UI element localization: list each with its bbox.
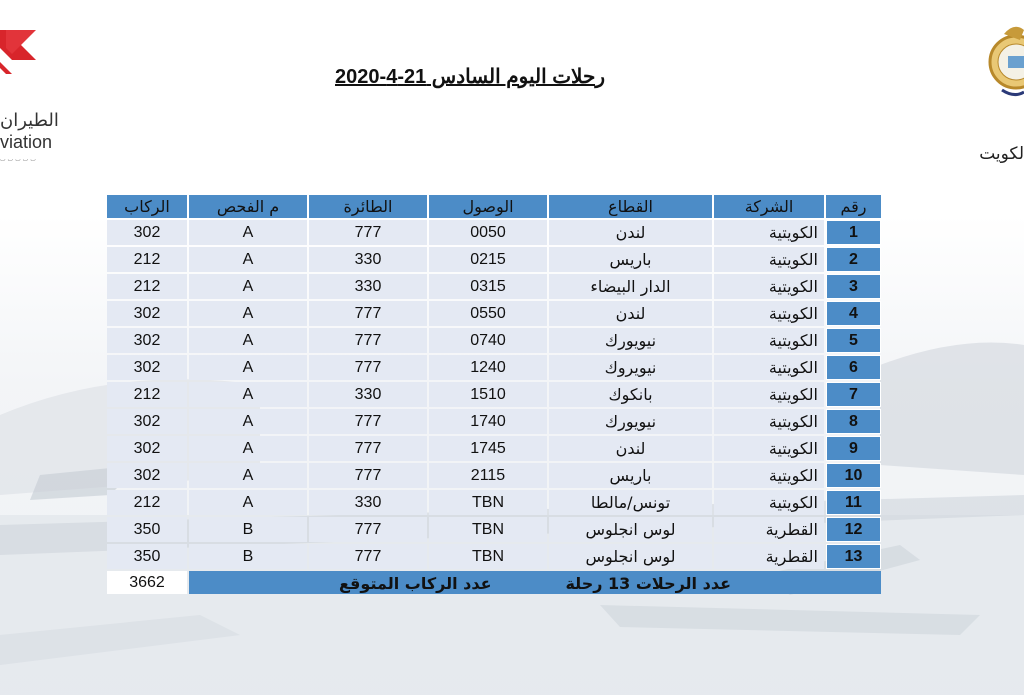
- cell-sector: تونس/مالطا: [549, 490, 712, 515]
- logo-english-text: viation: [0, 132, 53, 152]
- cell-arrival: 0050: [429, 220, 547, 245]
- table-row: [107, 274, 881, 299]
- table-row: [107, 328, 881, 353]
- cell-aircraft: 777: [309, 517, 427, 542]
- cell-sector: لوس انجلوس: [549, 517, 712, 542]
- cell-sector: باريس: [549, 247, 712, 272]
- cell-checkin: A: [189, 409, 307, 434]
- cell-num: 1: [826, 220, 881, 245]
- cell-company: الكويتية: [714, 490, 824, 515]
- cell-passengers: 302: [107, 301, 187, 326]
- cell-passengers: 212: [107, 490, 187, 515]
- header-num: رقم: [826, 195, 881, 218]
- cell-num: 4: [826, 301, 881, 326]
- header-aircraft: الطائرة: [309, 195, 427, 218]
- cell-arrival: TBN: [429, 517, 547, 542]
- cell-num: 3: [826, 274, 881, 299]
- civil-aviation-logo: [0, 20, 60, 163]
- cell-sector: نيويورك: [549, 328, 712, 353]
- cell-num: 2: [826, 247, 881, 272]
- cell-arrival: TBN: [429, 490, 547, 515]
- header-sector: القطاع: [549, 195, 712, 218]
- header-checkin: م الفحص: [189, 195, 307, 218]
- cell-aircraft: 777: [309, 409, 427, 434]
- header-arrival: الوصول: [429, 195, 547, 218]
- cell-aircraft: 777: [309, 355, 427, 380]
- cell-checkin: B: [189, 544, 307, 569]
- cell-aircraft: 330: [309, 490, 427, 515]
- cell-sector: بانكوك: [549, 382, 712, 407]
- cell-aircraft: 330: [309, 274, 427, 299]
- summary-row: [107, 571, 881, 594]
- cell-sector: باريس: [549, 463, 712, 488]
- cell-arrival: 2115: [429, 463, 547, 488]
- logo-arabic-text: الطيران: [0, 110, 59, 131]
- cell-aircraft: 330: [309, 382, 427, 407]
- cell-num: 8: [826, 409, 881, 434]
- cell-arrival: 1745: [429, 436, 547, 461]
- table-row: [107, 301, 881, 326]
- cell-num: 7: [826, 382, 881, 407]
- cell-sector: نيويروك: [549, 355, 712, 380]
- cell-arrival: 1740: [429, 409, 547, 434]
- cell-passengers: 212: [107, 247, 187, 272]
- cell-num: 12: [826, 517, 881, 542]
- cell-checkin: A: [189, 328, 307, 353]
- cell-passengers: 302: [107, 328, 187, 353]
- cell-aircraft: 330: [309, 247, 427, 272]
- cell-passengers: 350: [107, 544, 187, 569]
- expected-passengers-label: عدد الركاب المتوقع: [339, 574, 492, 593]
- cell-num: 13: [826, 544, 881, 569]
- header-company: الشركة: [714, 195, 824, 218]
- page-title: رحلات اليوم السادس 21-4-2020: [335, 66, 605, 88]
- total-passengers: 3662: [107, 571, 187, 594]
- cell-company: الكويتية: [714, 355, 824, 380]
- cell-num: 10: [826, 463, 881, 488]
- cell-arrival: 0215: [429, 247, 547, 272]
- cell-aircraft: 777: [309, 436, 427, 461]
- cell-num: 11: [826, 490, 881, 515]
- table-row: [107, 382, 881, 407]
- table-row: [107, 517, 881, 542]
- cell-passengers: 302: [107, 355, 187, 380]
- cell-aircraft: 777: [309, 463, 427, 488]
- cell-checkin: A: [189, 220, 307, 245]
- cell-num: 9: [826, 436, 881, 461]
- flights-count-label: عدد الرحلات 13 رحلة: [565, 574, 731, 593]
- cell-checkin: A: [189, 463, 307, 488]
- cell-aircraft: 777: [309, 328, 427, 353]
- cell-company: الكويتية: [714, 328, 824, 353]
- cell-sector: لندن: [549, 301, 712, 326]
- cell-checkin: B: [189, 517, 307, 542]
- table-row: [107, 463, 881, 488]
- cell-company: الكويتية: [714, 301, 824, 326]
- cell-passengers: 302: [107, 463, 187, 488]
- cell-passengers: 302: [107, 436, 187, 461]
- cell-sector: نيويورك: [549, 409, 712, 434]
- cell-sector: لندن: [549, 220, 712, 245]
- cell-aircraft: 777: [309, 301, 427, 326]
- cell-checkin: A: [189, 436, 307, 461]
- cell-aircraft: 777: [309, 544, 427, 569]
- cell-num: 6: [826, 355, 881, 380]
- cell-checkin: A: [189, 274, 307, 299]
- header-passengers: الركاب: [107, 195, 187, 218]
- logo-tagline: ٮ ٮ ٮ ٮ ٮ: [0, 156, 36, 163]
- table-row: [107, 355, 881, 380]
- cell-company: الكويتية: [714, 382, 824, 407]
- cell-passengers: 302: [107, 220, 187, 245]
- cell-arrival: 0315: [429, 274, 547, 299]
- cell-company: الكويتية: [714, 274, 824, 299]
- cell-checkin: A: [189, 355, 307, 380]
- cell-checkin: A: [189, 490, 307, 515]
- cell-company: الكويتية: [714, 220, 824, 245]
- table-header-row: [107, 195, 881, 218]
- cell-arrival: 1240: [429, 355, 547, 380]
- cell-company: الكويتية: [714, 409, 824, 434]
- cell-checkin: A: [189, 247, 307, 272]
- cell-company: الكويتية: [714, 436, 824, 461]
- cell-aircraft: 777: [309, 220, 427, 245]
- cell-arrival: TBN: [429, 544, 547, 569]
- cell-passengers: 212: [107, 274, 187, 299]
- table-row: [107, 544, 881, 569]
- cell-company: القطرية: [714, 544, 824, 569]
- table-row: [107, 220, 881, 245]
- cell-arrival: 0550: [429, 301, 547, 326]
- kuwait-emblem-logo: [979, 20, 1024, 164]
- cell-sector: الدار البيضاء: [549, 274, 712, 299]
- table-row: [107, 490, 881, 515]
- table-row: [107, 436, 881, 461]
- cell-checkin: A: [189, 382, 307, 407]
- cell-arrival: 0740: [429, 328, 547, 353]
- cell-checkin: A: [189, 301, 307, 326]
- cell-arrival: 1510: [429, 382, 547, 407]
- cell-company: الكويتية: [714, 247, 824, 272]
- cell-passengers: 212: [107, 382, 187, 407]
- summary-bar: [189, 571, 881, 594]
- aviation-logo-icon: [0, 20, 36, 74]
- flights-table: [105, 193, 883, 596]
- table-row: [107, 247, 881, 272]
- cell-passengers: 302: [107, 409, 187, 434]
- cell-passengers: 350: [107, 517, 187, 542]
- cell-sector: لندن: [549, 436, 712, 461]
- table-row: [107, 409, 881, 434]
- cell-num: 5: [826, 328, 881, 353]
- cell-company: القطرية: [714, 517, 824, 542]
- cell-company: الكويتية: [714, 463, 824, 488]
- cell-sector: لوس انجلوس: [549, 544, 712, 569]
- emblem-icon: [984, 20, 1024, 100]
- emblem-arabic-text: لكويت: [979, 144, 1024, 164]
